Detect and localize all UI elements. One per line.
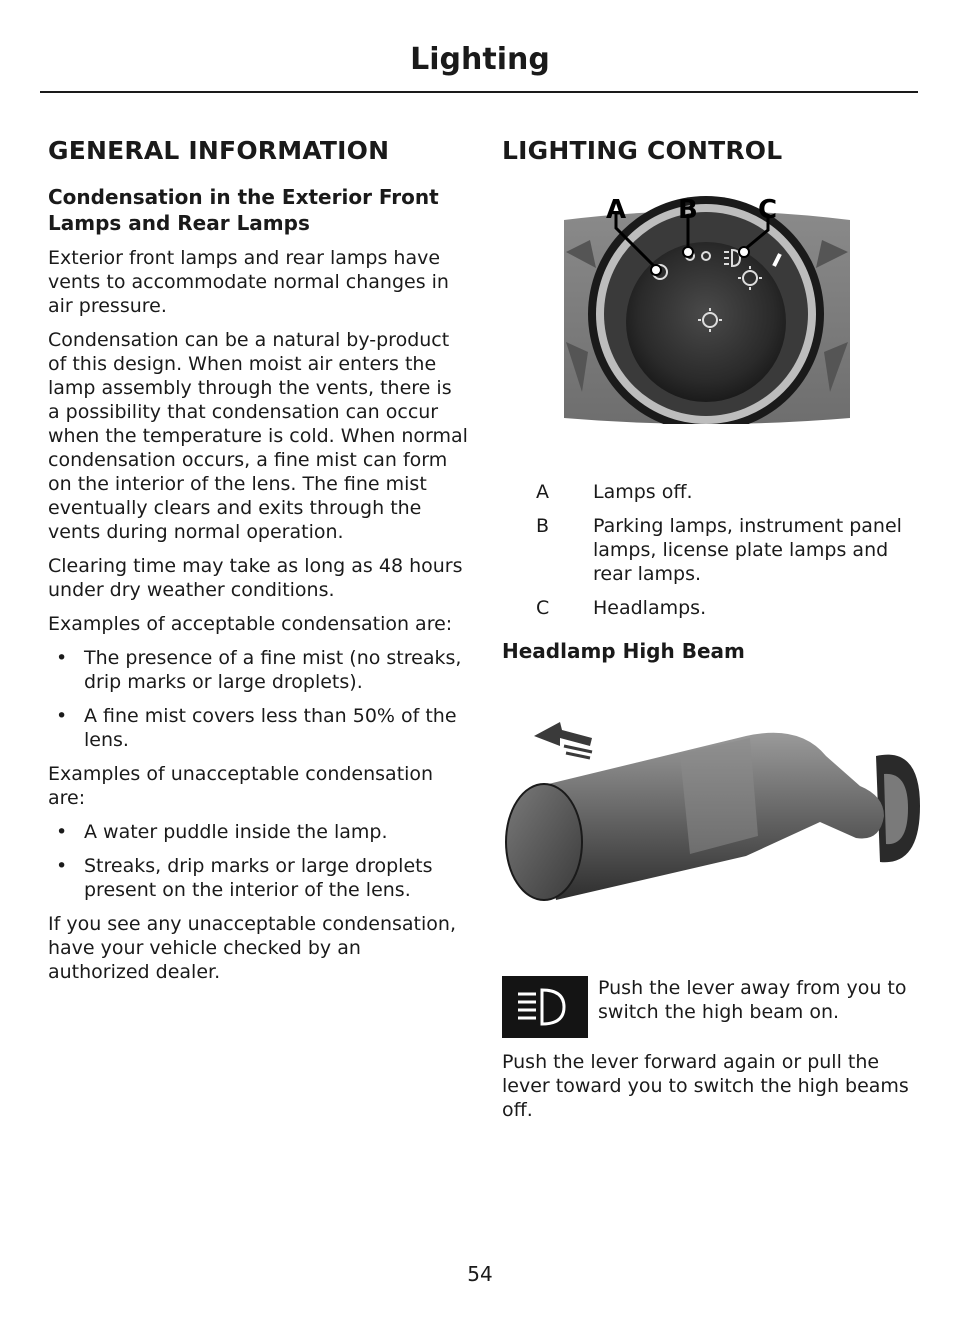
legend-text: Lamps off. bbox=[593, 481, 693, 503]
paragraph-condensation: Condensation can be a natural by-product of this design. When moist air enters the lamp assembly through the vents, there is a possibility that condensation can occur when the temperature is cold. When normal condensation occurs, a fine mist can form on the interior of the lens. The fine mist eventually clears and exits through the vents during normal operation. bbox=[48, 329, 468, 543]
paragraph-dealer: If you see any unacceptable condensation, have your vehicle checked by an authorized dealer. bbox=[48, 913, 456, 983]
paragraph-unacceptable-intro: Examples of unacceptable condensation are: bbox=[48, 763, 434, 809]
legend-key: C bbox=[536, 597, 550, 619]
lever-end-cap bbox=[506, 784, 582, 900]
legend-row bbox=[502, 596, 922, 620]
right-final bbox=[502, 1050, 922, 1122]
push-forward-arrow-icon bbox=[534, 722, 592, 758]
paragraph-vents: Exterior front lamps and rear lamps have vents to accommodate normal changes in air pressure. bbox=[48, 247, 449, 317]
list-item bbox=[48, 820, 468, 844]
high-beam-instruction bbox=[598, 976, 920, 1024]
high-beam-icon bbox=[502, 976, 588, 1038]
left-subsection bbox=[48, 184, 468, 236]
section-title-lighting-control: LIGHTING CONTROL bbox=[502, 136, 783, 165]
list-item-text: A fine mist covers less than 50% of the lens. bbox=[84, 705, 457, 751]
callout-dot-b bbox=[683, 247, 693, 257]
left-body bbox=[48, 246, 468, 984]
figure-legend bbox=[502, 480, 922, 620]
right-subsection bbox=[502, 638, 922, 664]
page-number: 54 bbox=[467, 1262, 493, 1286]
figure-label-b: B bbox=[678, 195, 698, 225]
subsection-title-condensation: Condensation in the Exterior Front Lamps and Rear Lamps bbox=[48, 185, 439, 235]
bullet-marker: • bbox=[56, 647, 68, 669]
turn-signal-lever-figure bbox=[500, 716, 920, 916]
bullet-marker: • bbox=[56, 705, 68, 727]
right-column bbox=[502, 136, 922, 165]
subsection-title-high-beam: Headlamp High Beam bbox=[502, 639, 745, 663]
section-title-general-information: GENERAL INFORMATION bbox=[48, 136, 390, 165]
paragraph-acceptable-intro: Examples of acceptable condensation are: bbox=[48, 613, 453, 635]
bullet-marker: • bbox=[56, 821, 68, 843]
paragraph-high-beam-on: Push the lever away from you to switch the high beam on. bbox=[598, 977, 907, 1023]
knob-dial bbox=[626, 242, 786, 402]
legend-text: Parking lamps, instrument panel lamps, license plate lamps and rear lamps. bbox=[593, 515, 902, 585]
figure-label-a: A bbox=[606, 195, 627, 225]
lighting-control-knob-figure bbox=[560, 192, 854, 424]
legend-row bbox=[502, 514, 922, 586]
header-divider bbox=[40, 91, 918, 93]
page-title: Lighting bbox=[410, 42, 550, 77]
list-item-text: The presence of a fine mist (no streaks, drip marks or large droplets). bbox=[84, 647, 462, 693]
paragraph-high-beam-off: Push the lever forward again or pull the lever toward you to switch the high beams off. bbox=[502, 1051, 909, 1121]
legend-text: Headlamps. bbox=[593, 597, 707, 619]
list-item-text: A water puddle inside the lamp. bbox=[84, 821, 388, 843]
callout-dot-a bbox=[651, 265, 661, 275]
list-item-text: Streaks, drip marks or large droplets present on the interior of the lens. bbox=[84, 855, 433, 901]
list-item bbox=[48, 704, 468, 752]
legend-key: B bbox=[536, 515, 550, 537]
bullet-marker: • bbox=[56, 855, 68, 877]
left-column bbox=[48, 136, 468, 165]
list-item bbox=[48, 646, 468, 694]
callout-dot-c bbox=[739, 247, 749, 257]
legend-row bbox=[502, 480, 922, 504]
list-item bbox=[48, 854, 468, 902]
legend-key: A bbox=[536, 481, 549, 503]
figure-label-c: C bbox=[758, 195, 778, 225]
paragraph-clearing-time: Clearing time may take as long as 48 hours under dry weather conditions. bbox=[48, 555, 463, 601]
high-beam-icon-glyph bbox=[502, 976, 588, 1038]
lever-collar bbox=[680, 738, 758, 854]
